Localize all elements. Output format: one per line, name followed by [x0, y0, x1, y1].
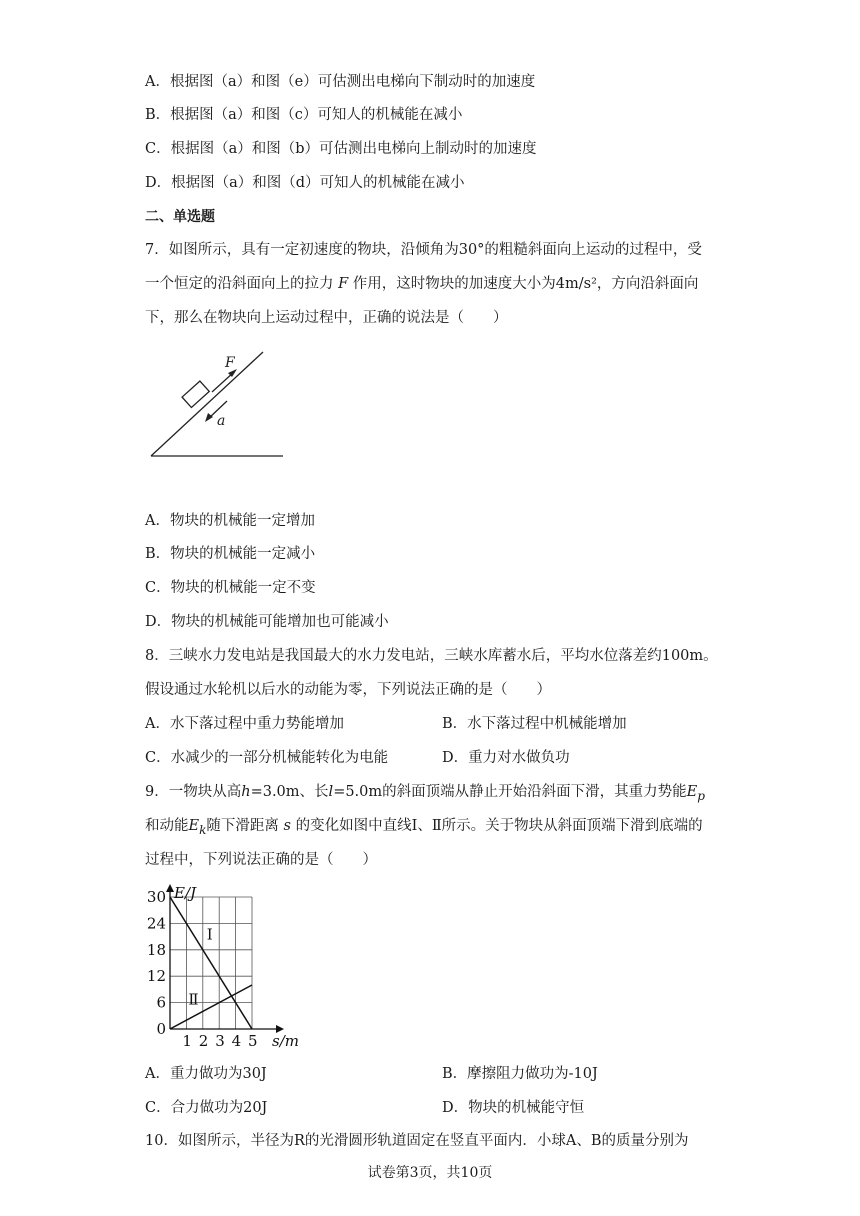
- series-line-1: [170, 897, 252, 1029]
- q8-option-d: D．重力对水做负功: [442, 750, 570, 766]
- energy-chart: [140, 882, 300, 1052]
- q7-option-c: C．物块的机械能一定不变: [145, 580, 316, 596]
- q8-option-c: C．水减少的一部分机械能转化为电能: [145, 750, 389, 766]
- q6-option-d: D．根据图（a）和图（d）可知人的机械能在减小: [145, 175, 465, 191]
- y-tick-label: 12: [146, 967, 166, 986]
- y-tick-label: 6: [156, 993, 166, 1012]
- x-tick-label: 4: [231, 1032, 242, 1050]
- y-axis-arrow: [166, 884, 174, 892]
- q6-option-a: A．根据图（a）和图（e）可估测出电梯向下制动时的加速度: [145, 74, 536, 90]
- x-tick-label: 1: [182, 1032, 192, 1050]
- y-axis-label: E/J: [174, 884, 197, 902]
- q8-option-b: B．水下落过程中机械能增加: [442, 716, 627, 732]
- q9-stem-line3: 过程中，下列说法正确的是（ ）: [145, 852, 377, 868]
- q7-option-d: D．物块的机械能可能增加也可能减小: [145, 614, 389, 630]
- q9-option-b: B．摩擦阻力做功为-10J: [442, 1066, 598, 1082]
- q9-option-d: D．物块的机械能守恒: [442, 1100, 585, 1116]
- series-line-2: [170, 985, 252, 1029]
- q8-stem-line2: 假设通过水轮机以后水的动能为零，下列说法正确的是（ ）: [145, 682, 551, 698]
- q7-stem-line2: 一个恒定的沿斜面向上的拉力 F 作用，这时物块的加速度大小为4m/s²，方向沿斜面向: [145, 276, 699, 292]
- q7-stem-line1: 7．如图所示，具有一定初速度的物块，沿倾角为30°的粗糙斜面向上运动的过程中，受: [145, 242, 702, 258]
- x-tick-label: 3: [215, 1032, 225, 1050]
- q7-option-a: A．物块的机械能一定增加: [145, 513, 315, 529]
- incline-figure: [145, 345, 290, 465]
- force-label: F: [225, 355, 235, 371]
- q6-option-c: C．根据图（a）和图（b）可估测出电梯向上制动时的加速度: [145, 141, 537, 157]
- q7-stem-line3: 下，那么在物块向上运动过程中，正确的说法是（ ）: [145, 310, 508, 326]
- q9-stem-line1: 9．一物块从高h=3.0m、长l=5.0m的斜面顶端从静止开始沿斜面下滑，其重力势能$E_p$: [145, 784, 705, 803]
- q8-stem-line1: 8．三峡水力发电站是我国最大的水力发电站，三峡水库蓄水后，平均水位落差约100m。: [145, 648, 718, 664]
- q9-stem-line2: 和动能$E_k$随下滑距离 s 的变化如图中直线Ⅰ、Ⅱ所示。关于物块从斜面顶端下滑到底端的: [145, 818, 703, 837]
- y-tick-label: 30: [146, 888, 166, 906]
- x-tick-label: 2: [198, 1032, 209, 1050]
- x-axis-label: s/m: [272, 1032, 299, 1050]
- q10-stem-line1: 10．如图所示，半径为R的光滑圆形轨道固定在竖直平面内．小球A、B的质量分别为: [145, 1133, 689, 1149]
- q6-option-b: B．根据图（a）和图（c）可知人的机械能在减小: [145, 107, 463, 123]
- q9-option-a: A．重力做功为30J: [145, 1066, 267, 1082]
- y-tick-label: 18: [146, 940, 166, 959]
- x-tick-label: 5: [248, 1032, 258, 1050]
- section-title: 二、单选题: [145, 209, 215, 225]
- q8-option-a: A．水下落过程中重力势能增加: [145, 716, 344, 732]
- page-footer: 试卷第3页，共10页: [367, 1165, 493, 1181]
- y-tick-label: 0: [156, 1020, 166, 1038]
- series-label-1: Ⅰ: [206, 925, 213, 944]
- series-label-2: Ⅱ: [188, 990, 199, 1009]
- acceleration-label: a: [217, 413, 226, 429]
- q7-option-b: B．物块的机械能一定减小: [145, 546, 316, 562]
- y-tick-label: 24: [146, 914, 166, 933]
- q9-option-c: C．合力做功为20J: [145, 1100, 268, 1116]
